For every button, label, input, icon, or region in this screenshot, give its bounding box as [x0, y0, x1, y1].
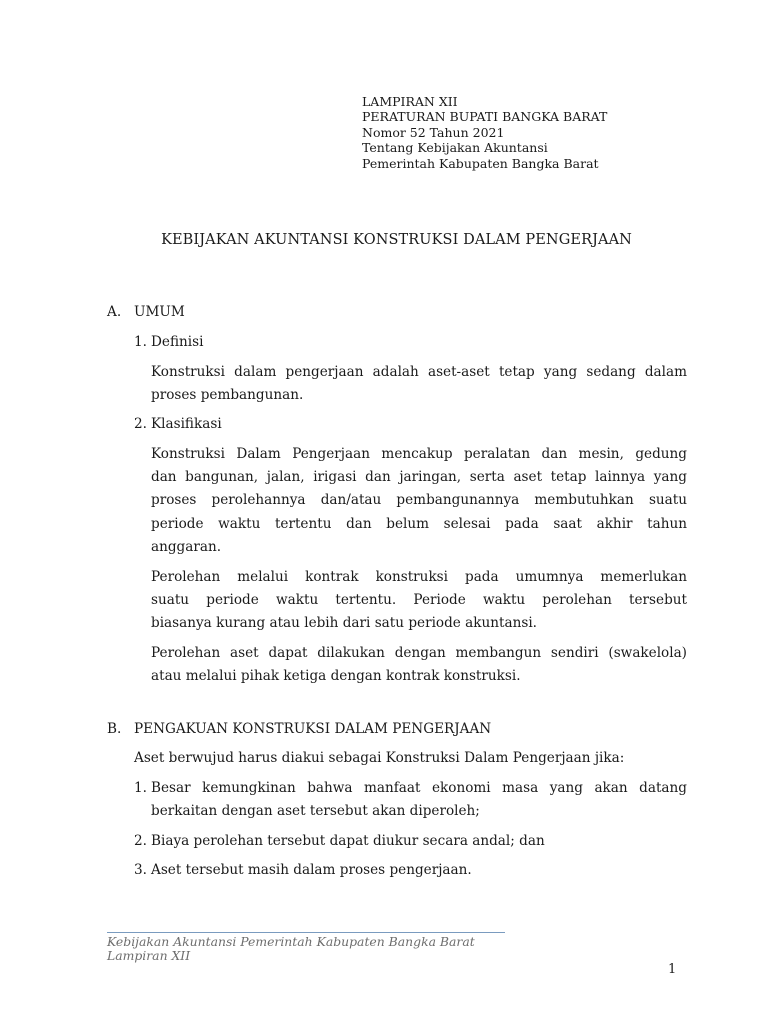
section-b-letter: B. [107, 721, 122, 737]
page-number: 1 [668, 962, 677, 977]
klasifikasi-p2-line-2: suatu periode waktu tertentu. Periode waktu perolehan tersebut [151, 592, 687, 608]
klasifikasi-p2-line-1: Perolehan melalui kontrak konstruksi pada umumnya memerlukan [151, 569, 687, 585]
criteria-1-line-2: berkaitan dengan aset tersebut akan diperoleh; [151, 803, 480, 819]
item-definisi-number: 1. [134, 334, 147, 350]
definisi-line-2: proses pembangunan. [151, 387, 304, 403]
criteria-1-line-1: Besar kemungkinan bahwa manfaat ekonomi masa yang akan datang [151, 780, 687, 796]
klasifikasi-p1-line-2: dan bangunan, jalan, irigasi dan jaringan, serta aset tetap lainnya yang [151, 469, 687, 485]
klasifikasi-p1-line-1: Konstruksi Dalam Pengerjaan mencakup peralatan dan mesin, gedung [151, 446, 687, 462]
item-klasifikasi-heading: Klasifikasi [151, 416, 222, 432]
section-b-heading: PENGAKUAN KONSTRUKSI DALAM PENGERJAAN [134, 721, 492, 737]
klasifikasi-p2-line-3: biasanya kurang atau lebih dari satu periode akuntansi. [151, 615, 537, 631]
definisi-line-1: Konstruksi dalam pengerjaan adalah aset-aset tetap yang sedang dalam [151, 364, 687, 380]
footer-document-title: Kebijakan Akuntansi Pemerintah Kabupaten Bangka Barat [107, 934, 475, 949]
klasifikasi-p1-line-3: proses perolehannya dan/atau pembangunannya membutuhkan suatu [151, 492, 687, 508]
footer-attachment-label: Lampiran XII [107, 948, 191, 963]
criteria-3-text: Aset tersebut masih dalam proses pengerjaan. [151, 862, 472, 878]
section-a-letter: A. [107, 304, 122, 320]
criteria-2-number: 2. [134, 833, 147, 849]
klasifikasi-p1-line-5: anggaran. [151, 539, 222, 555]
section-b-intro: Aset berwujud harus diakui sebagai Konstruksi Dalam Pengerjaan jika: [134, 750, 625, 766]
footer-divider [107, 932, 505, 933]
header-line-regulation: PERATURAN BUPATI BANGKA BARAT [362, 109, 608, 125]
header-line-attachment: LAMPIRAN XII [362, 94, 458, 109]
criteria-2-text: Biaya perolehan tersebut dapat diukur secara andal; dan [151, 833, 545, 849]
klasifikasi-p3-line-1: Perolehan aset dapat dilakukan dengan membangun sendiri (swakelola) [151, 645, 687, 661]
attachment-header [362, 94, 607, 171]
item-definisi-heading: Definisi [151, 334, 204, 350]
criteria-3-number: 3. [134, 862, 147, 878]
header-line-government: Pemerintah Kabupaten Bangka Barat [362, 155, 599, 171]
klasifikasi-p3-line-2: atau melalui pihak ketiga dengan kontrak konstruksi. [151, 668, 521, 684]
criteria-1-number: 1. [134, 780, 147, 796]
klasifikasi-p1-line-4: periode waktu tertentu dan belum selesai pada saat akhir tahun [151, 516, 687, 532]
document-title: KEBIJAKAN AKUNTANSI KONSTRUKSI DALAM PENGERJAAN [161, 232, 632, 248]
header-line-number: Nomor 52 Tahun 2021 [362, 124, 505, 140]
item-klasifikasi-number: 2. [134, 416, 147, 432]
section-a-heading: UMUM [134, 304, 185, 320]
header-line-about: Tentang Kebijakan Akuntansi [362, 140, 548, 156]
